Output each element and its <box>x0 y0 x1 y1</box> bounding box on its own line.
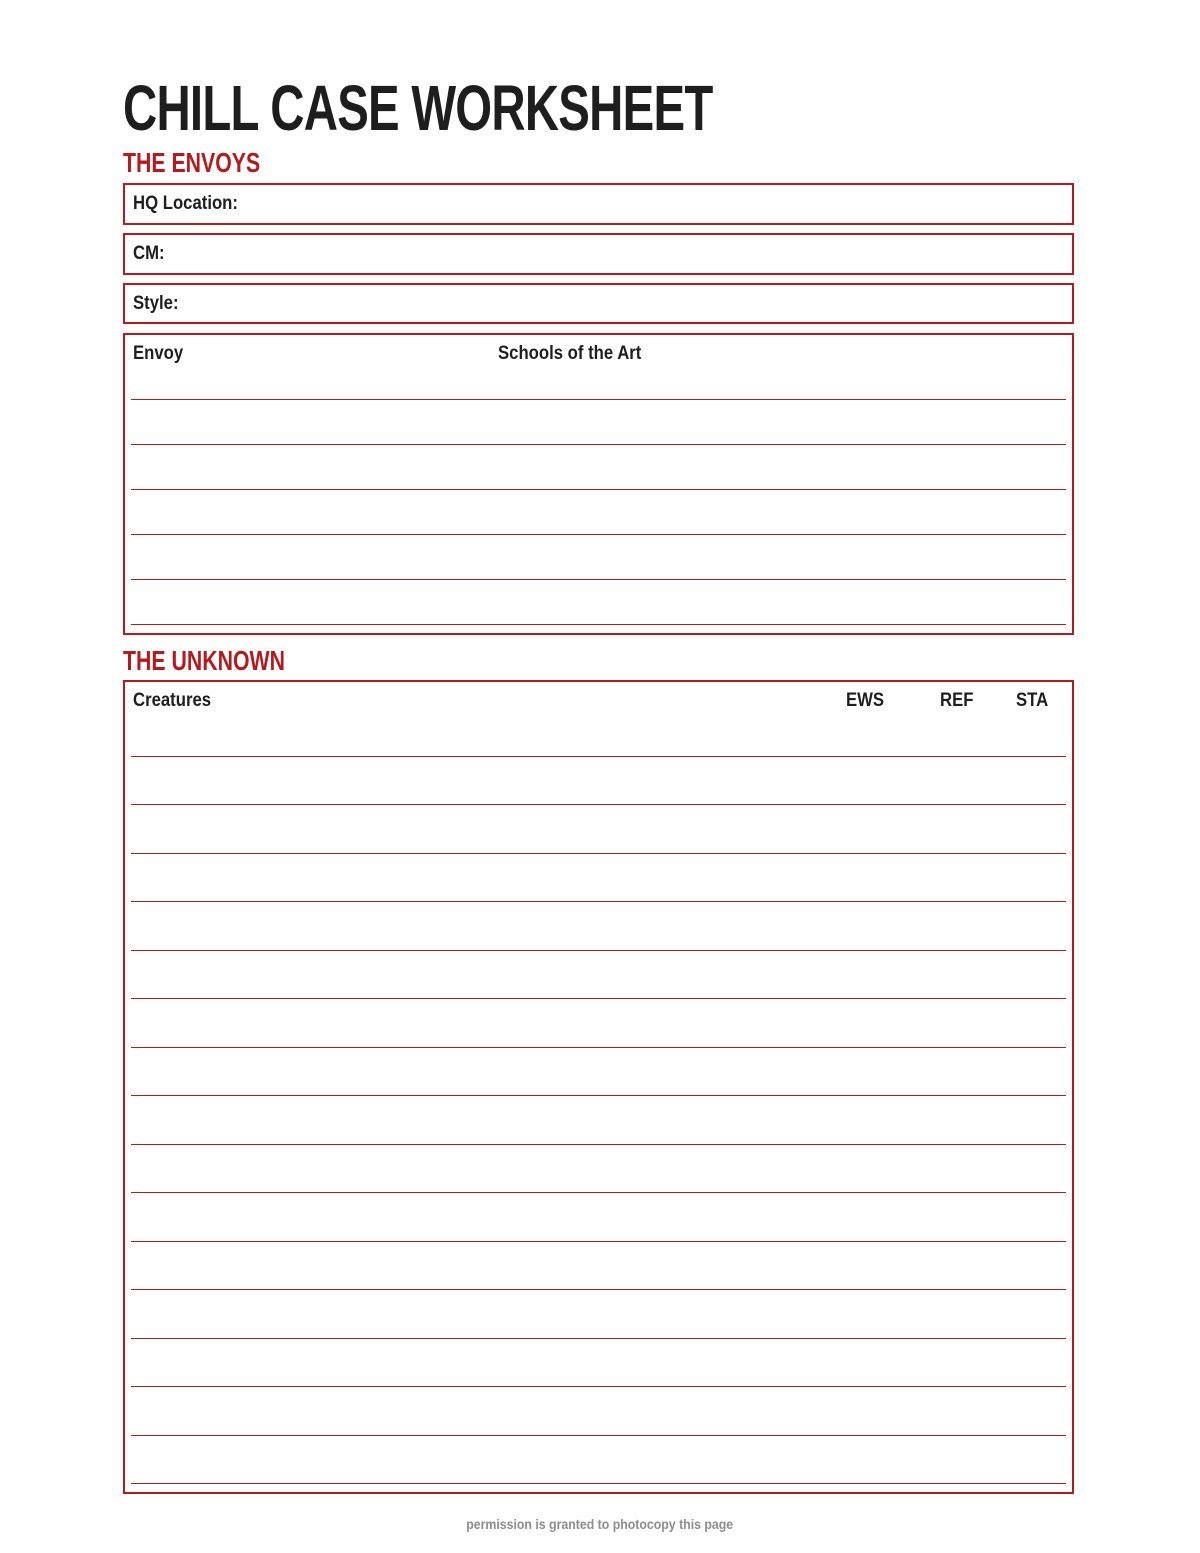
envoys-heading: THE ENVOYS <box>123 147 261 178</box>
page-title: CHILL CASE WORKSHEET <box>123 72 713 144</box>
creature-row-line[interactable] <box>131 1241 1066 1242</box>
ref-column-header: REF <box>940 690 974 711</box>
creature-row-line[interactable] <box>131 901 1066 902</box>
creature-row-line[interactable] <box>131 853 1066 854</box>
envoy-row-line[interactable] <box>131 579 1066 580</box>
unknown-heading: THE UNKNOWN <box>123 645 285 676</box>
creature-row-line[interactable] <box>131 1047 1066 1048</box>
creatures-table <box>123 680 1074 1494</box>
creature-row-line[interactable] <box>131 1483 1066 1484</box>
creatures-column-header: Creatures <box>133 690 212 711</box>
creature-row-line[interactable] <box>131 804 1066 805</box>
cm-field[interactable] <box>123 233 1074 275</box>
creature-row-line[interactable] <box>131 756 1066 757</box>
footer-note <box>0 1516 1200 1532</box>
cm-label: CM: <box>133 243 165 264</box>
hq-location-label: HQ Location: <box>133 193 238 214</box>
style-field[interactable] <box>123 283 1074 324</box>
creature-row-line[interactable] <box>131 1192 1066 1193</box>
creature-row-line[interactable] <box>131 1386 1066 1387</box>
ews-column-header: EWS <box>846 690 885 711</box>
envoy-row-line[interactable] <box>131 444 1066 445</box>
envoy-table <box>123 333 1074 635</box>
creature-row-line[interactable] <box>131 1338 1066 1339</box>
envoy-row-line[interactable] <box>131 624 1066 625</box>
style-label: Style: <box>133 293 179 314</box>
envoy-row-line[interactable] <box>131 534 1066 535</box>
sta-column-header: STA <box>1016 690 1049 711</box>
creature-row-line[interactable] <box>131 1095 1066 1096</box>
creature-row-line[interactable] <box>131 998 1066 999</box>
schools-column-header: Schools of the Art <box>498 343 642 364</box>
footer-text: permission is granted to photocopy this page <box>466 1516 734 1532</box>
creature-row-line[interactable] <box>131 1435 1066 1436</box>
envoy-row-line[interactable] <box>131 399 1066 400</box>
hq-location-field[interactable] <box>123 183 1074 225</box>
envoy-row-line[interactable] <box>131 489 1066 490</box>
creature-row-line[interactable] <box>131 950 1066 951</box>
envoy-column-header: Envoy <box>133 343 184 364</box>
creature-row-line[interactable] <box>131 1144 1066 1145</box>
creature-row-line[interactable] <box>131 1289 1066 1290</box>
